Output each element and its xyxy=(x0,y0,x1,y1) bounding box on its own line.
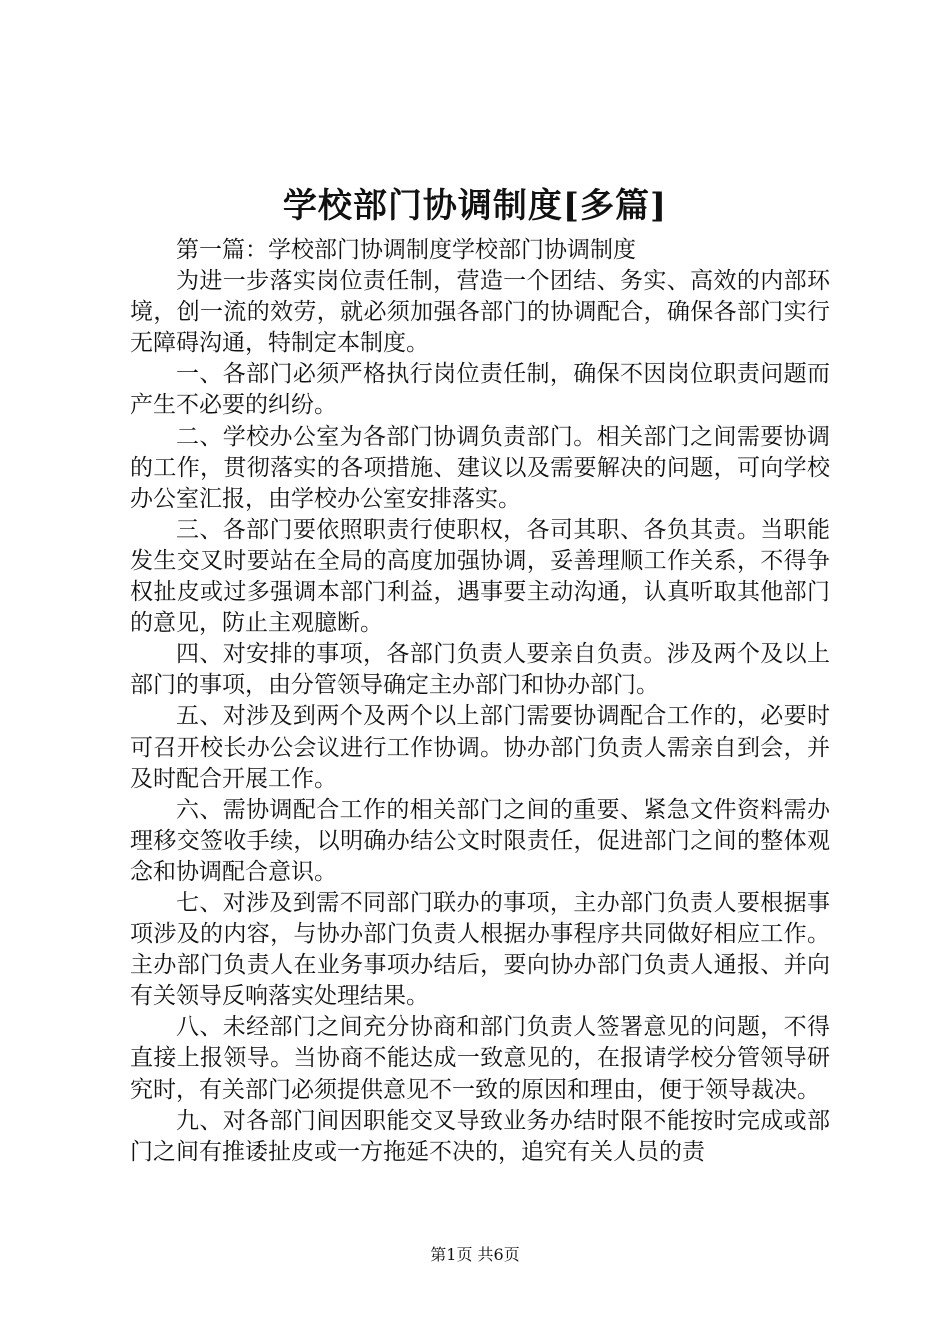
document-body xyxy=(130,235,830,1168)
paragraph-item-9: 九、对各部门间因职能交叉导致业务办结时限不能按时完成或部门之间有推诿扯皮或一方拖延不决的，追究有关人员的责 xyxy=(130,1107,830,1165)
paragraph-intro: 为进一步落实岗位责任制，营造一个团结、务实、高效的内部环境，创一流的效劳，就必须加强各部门的协调配合，确保各部门实行无障碍沟通，特制定本制度。 xyxy=(130,268,830,357)
paragraph-chapter-heading: 第一篇：学校部门协调制度学校部门协调制度 xyxy=(176,237,636,263)
paragraph-item-6: 六、需协调配合工作的相关部门之间的重要、紧急文件资料需办理移交签收手续，以明确办结公文时限责任，促进部门之间的整体观念和协调配合意识。 xyxy=(130,796,830,885)
paragraph-item-2: 二、学校办公室为各部门协调负责部门。相关部门之间需要协调的工作，贯彻落实的各项措施、建议以及需要解决的问题，可向学校办公室汇报，由学校办公室安排落实。 xyxy=(130,423,830,512)
paragraph-item-7: 七、对涉及到需不同部门联办的事项，主办部门负责人要根据事项涉及的内容，与协办部门负责人根据办事程序共同做好相应工作。主办部门负责人在业务事项办结后，要向协办部门负责人通报、并向有关领导反响落实处理结果。 xyxy=(130,889,830,1010)
paragraph-item-3: 三、各部门要依照职责行使职权，各司其职、各负其责。当职能发生交叉时要站在全局的高度加强协调，妥善理顺工作关系，不得争权扯皮或过多强调本部门利益，遇事要主动沟通，认真听取其他部门的意见，防止主观臆断。 xyxy=(130,516,830,637)
paragraph-item-1: 一、各部门必须严格执行岗位责任制，确保不因岗位职责问题而产生不必要的纠纷。 xyxy=(130,361,830,419)
paragraph-item-4: 四、对安排的事项，各部门负责人要亲自负责。涉及两个及以上部门的事项，由分管领导确定主办部门和协办部门。 xyxy=(130,641,830,699)
paragraph-item-8: 八、未经部门之间充分协商和部门负责人签署意见的问题，不得直接上报领导。当协商不能达成一致意见的，在报请学校分管领导研究时，有关部门必须提供意见不一致的原因和理由，便于领导裁决。 xyxy=(130,1014,830,1103)
paragraph-item-5: 五、对涉及到两个及两个以上部门需要协调配合工作的，必要时可召开校长办公会议进行工作协调。协办部门负责人需亲自到会，并及时配合开展工作。 xyxy=(130,703,830,792)
document-title: 学校部门协调制度[多篇] xyxy=(282,186,668,226)
page-footer: 第1页 共6页 xyxy=(430,1245,520,1264)
